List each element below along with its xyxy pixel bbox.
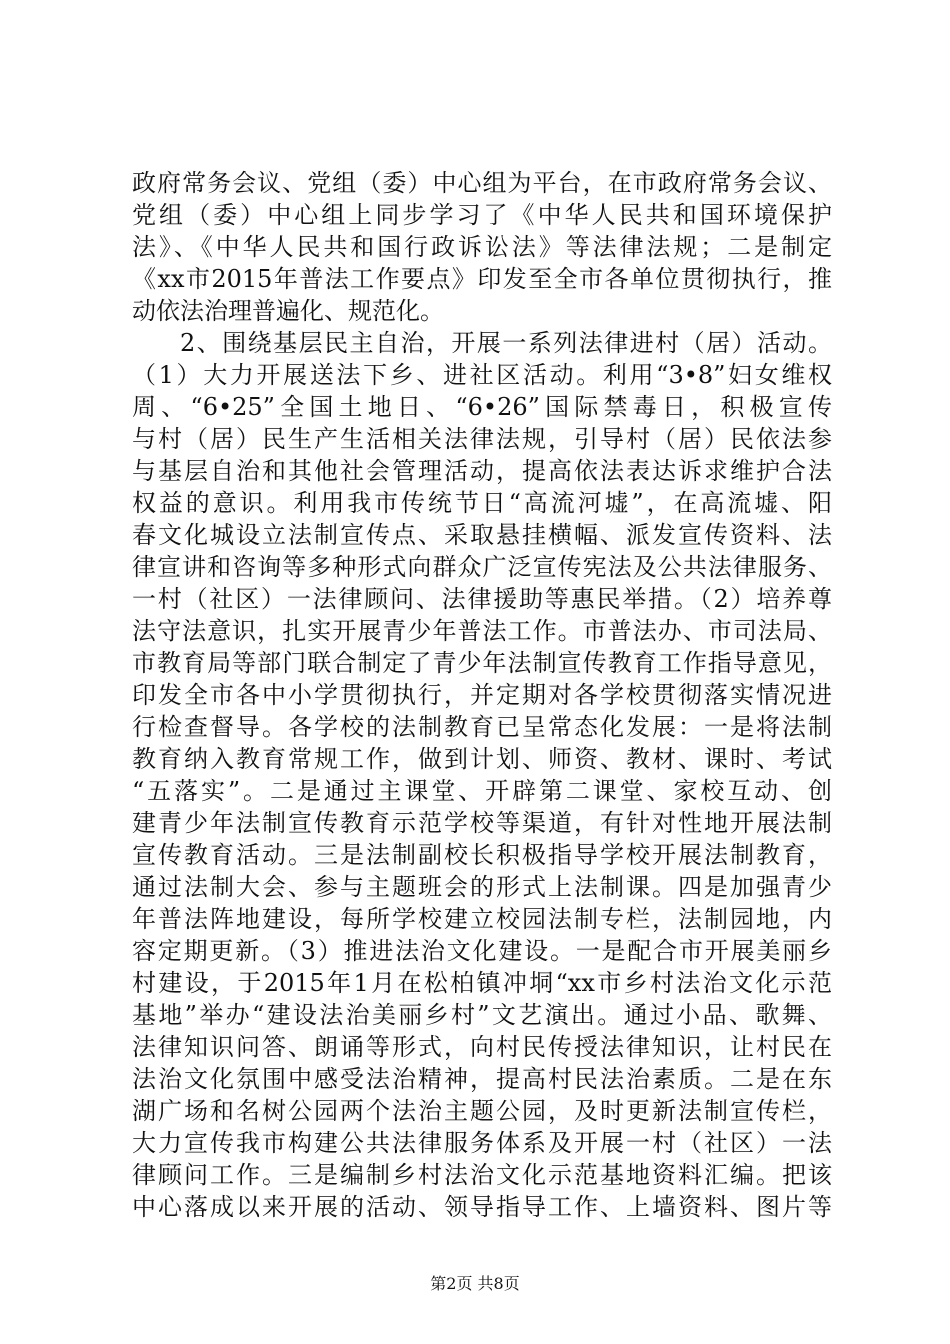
text-line: 法》、《中华人民共和国行政诉讼法》等法律法规；二是制定	[132, 233, 832, 261]
text-line: 宣传教育活动。三是法制副校长积极指导学校开展法制教育，	[132, 841, 832, 869]
text-line: 湖广场和名树公园两个法治主题公园，及时更新法制宣传栏，	[132, 1097, 832, 1125]
text-line: 印发全市各中小学贯彻执行，并定期对各学校贯彻落实情况进	[132, 681, 832, 709]
text-line: 通过法制大会、参与主题班会的形式上法制课。四是加强青少	[132, 873, 832, 901]
text-line: 春文化城设立法制宣传点、采取悬挂横幅、派发宣传资料、法	[132, 521, 832, 549]
text-line: 市教育局等部门联合制定了青少年法制宣传教育工作指导意见，	[132, 649, 832, 677]
text-line: 行检查督导。各学校的法制教育已呈常态化发展：一是将法制	[132, 713, 832, 741]
text-line: 法律知识问答、朗诵等形式，向村民传授法律知识，让村民在	[132, 1033, 832, 1061]
text-line: 政府常务会议、党组（委）中心组为平台，在市政府常务会议、	[132, 169, 832, 197]
text-line: 法守法意识，扎实开展青少年普法工作。市普法办、市司法局、	[132, 617, 832, 645]
text-line: “五落实”。二是通过主课堂、开辟第二课堂、家校互动、创	[132, 777, 832, 805]
text-line: 村建设，于2015年1月在松柏镇冲垌“xx市乡村法治文化示范	[132, 969, 832, 997]
text-line: 党组（委）中心组上同步学习了《中华人民共和国环境保护	[132, 201, 832, 229]
page-number-footer: 第2页 共8页	[430, 1274, 520, 1293]
text-line: 年普法阵地建设，每所学校建立校园法制专栏，法制园地，内	[132, 905, 832, 933]
text-line: 教育纳入教育常规工作，做到计划、师资、教材、课时、考试	[132, 745, 832, 773]
text-line: 大力宣传我市构建公共法律服务体系及开展一村（社区）一法	[132, 1129, 832, 1157]
text-line: 建青少年法制宣传教育示范学校等渠道，有针对性地开展法制	[132, 809, 832, 837]
body-text	[132, 167, 832, 1223]
text-line: 一村（社区）一法律顾问、法律援助等惠民举措。（2）培养尊	[132, 585, 832, 613]
text-line: 权益的意识。利用我市传统节日“高流河墟”，在高流墟、阳	[132, 489, 832, 517]
text-line: 律顾问工作。三是编制乡村法治文化示范基地资料汇编。把该	[132, 1161, 832, 1189]
text-line: 《xx市2015年普法工作要点》印发至全市各单位贯彻执行，推	[132, 265, 832, 293]
text-line: 中心落成以来开展的活动、领导指导工作、上墙资料、图片等	[132, 1193, 832, 1221]
text-line: 2、围绕基层民主自治，开展一系列法律进村（居）活动。	[180, 329, 832, 357]
text-line: 与村（居）民生产生活相关法律法规，引导村（居）民依法参	[132, 425, 832, 453]
text-line: 律宣讲和咨询等多种形式向群众广泛宣传宪法及公共法律服务、	[132, 553, 832, 581]
text-line: 动依法治理普遍化、规范化。	[132, 297, 444, 325]
text-line: 容定期更新。（3）推进法治文化建设。一是配合市开展美丽乡	[132, 937, 832, 965]
text-line: 与基层自治和其他社会管理活动，提高依法表达诉求维护合法	[132, 457, 832, 485]
text-line: 周、“6•25”全国土地日、“6•26”国际禁毒日，积极宣传	[132, 393, 832, 421]
text-line: 基地”举办“建设法治美丽乡村”文艺演出。通过小品、歌舞、	[132, 1001, 832, 1029]
text-line: 法治文化氛围中感受法治精神，提高村民法治素质。二是在东	[132, 1065, 832, 1093]
text-line: （1）大力开展送法下乡、进社区活动。利用“3•8”妇女维权	[132, 361, 832, 389]
